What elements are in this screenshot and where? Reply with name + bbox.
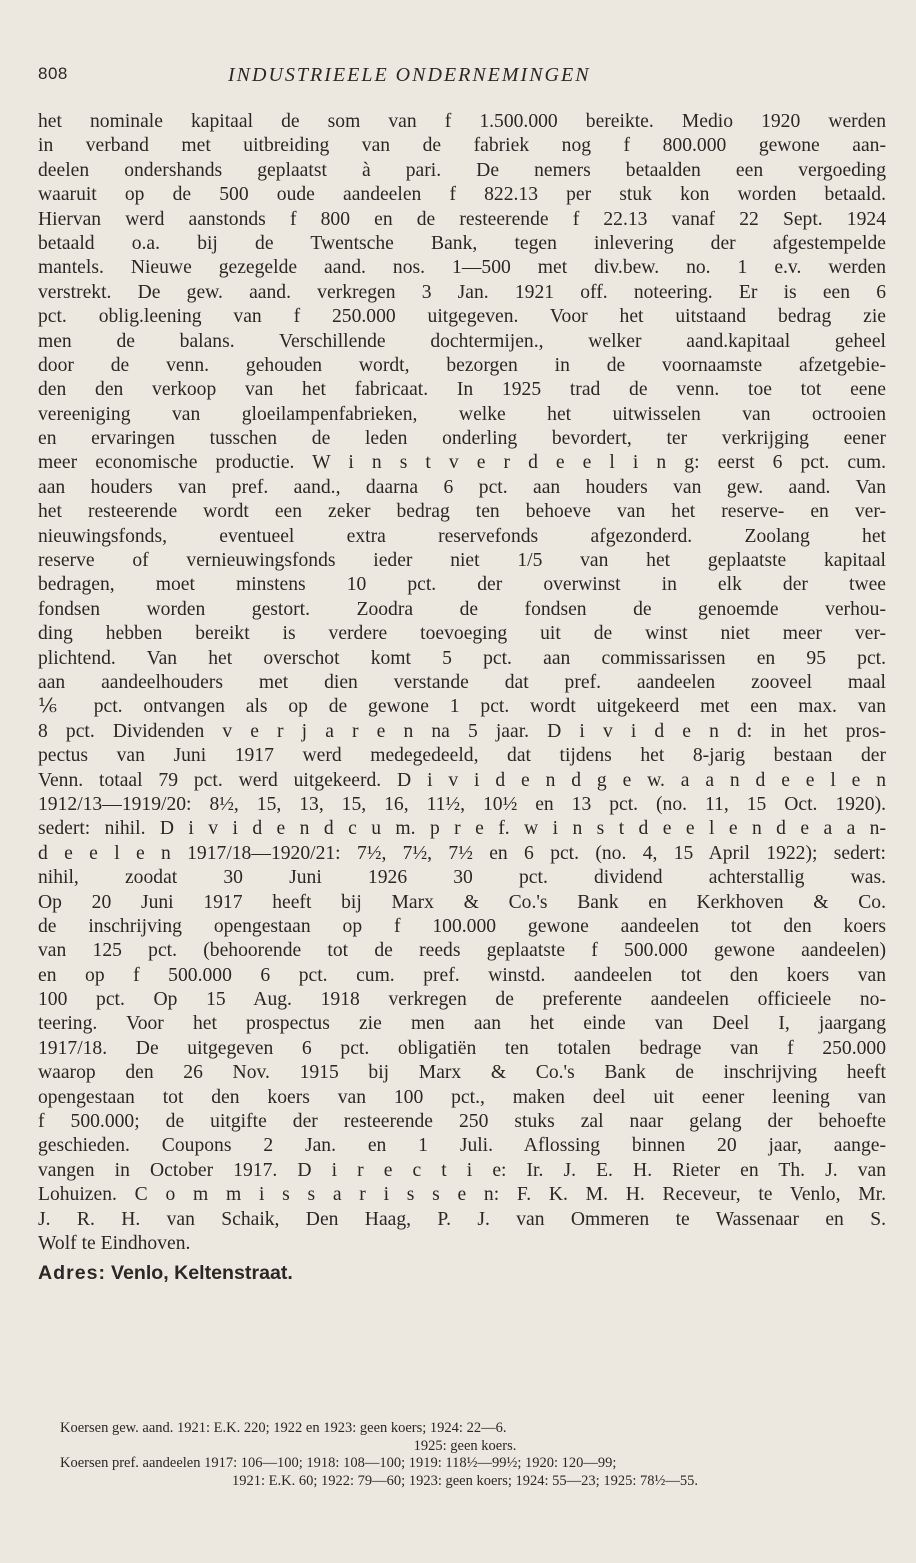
text-line: pct. oblig.leening van f 250.000 uitgegeven. Voor het uitstaand bedrag zie [38,306,886,328]
text-line: de inschrijving opengestaan op f 100.000 gewone aandeelen tot den koers [38,915,886,937]
text-line: het resteerende wordt een zeker bedrag ten behoeve van het reserve- en ver- [38,501,886,523]
text-line: en ervaringen tusschen de leden onderling bevordert, ter verkrijging eener [38,428,886,450]
body-text [38,110,886,1286]
text-line: den den verkoop van het fabricaat. In 1925 trad de venn. toe tot eene [38,379,886,401]
text-line: men de balans. Verschillende dochtermijen., welker aand.kapitaal geheel [38,330,886,352]
text-line: nieuwingsfonds, eventueel extra reservefonds afgezonderd. Zoolang het [38,525,886,547]
address-label: Adres: [38,1262,107,1285]
page-number: 808 [38,64,68,83]
text-line: teering. Voor het prospectus zie men aan het einde van Deel I, jaargang [38,1013,886,1035]
text-line: reserve of vernieuwingsfonds ieder niet 1/5 van het geplaatste kapitaal [38,550,886,572]
text-line: waarop den 26 Nov. 1915 bij Marx & Co.'s Bank de inschrijving heeft [38,1062,886,1084]
text-line: d e e l e n 1917/18—1920/21: 7½, 7½, 7½ en 6 pct. (no. 4, 15 April 1922); sedert: [38,842,886,864]
text-line: J. R. H. van Schaik, Den Haag, P. J. van Ommeren te Wassenaar en S. [38,1208,886,1230]
text-line: geschieden. Coupons 2 Jan. en 1 Juli. Aflossing binnen 20 jaar, aange- [38,1135,886,1157]
text-line: opengestaan tot den koers van 100 pct., maken deel uit eener leening van [38,1086,886,1108]
text-line: Wolf te Eindhoven. [38,1232,191,1254]
text-line: bedragen, moet minstens 10 pct. der overwinst in elk der twee [38,574,886,596]
page-header [38,64,886,90]
text-line: vereeniging van gloeilampenfabrieken, welke het uitwisselen van octrooien [38,403,886,425]
text-line: in verband met uitbreiding van de fabriek nog f 800.000 gewone aan- [38,135,886,157]
text-line: 1917/18. De uitgegeven 6 pct. obligatiën ten totalen bedrage van f 250.000 [38,1037,886,1059]
text-line: meer economische productie. W i n s t v e r d e e l i n g: eerst 6 pct. cum. [38,452,886,474]
address-line [38,1260,886,1286]
text-line: f 500.000; de uitgifte der resteerende 250 stuks zal naar gelang der behoefte [38,1111,886,1133]
text-line: waaruit op de 500 oude aandeelen f 822.13 per stuk kon worden betaald. [38,184,886,206]
text-line: deelen ondershands geplaatst à pari. De nemers betaalden een vergoeding [38,159,886,181]
footnote-koersen-pref: Koersen pref. aandeelen 1917: 106—100; 1918: 108—100; 1919: 118½—99½; 1920: 120—99; [60,1455,617,1471]
footnote-koersen-gew-continued: 1925: geen koers. [413,1437,517,1454]
text-line: pectus van Juni 1917 werd medegedeeld, dat tijdens het 8-jarig bestaan der [38,745,886,767]
address-value: Venlo, Keltenstraat. [110,1262,293,1285]
text-line: het nominale kapitaal de som van f 1.500.000 bereikte. Medio 1920 werden [38,111,886,132]
running-head: INDUSTRIEELE ONDERNEMINGEN [228,64,591,86]
text-line: aan houders van pref. aand., daarna 6 pct. aan houders van gew. aand. Van [38,476,886,498]
text-line: mantels. Nieuwe gezegelde aand. nos. 1—500 met div.bew. no. 1 e.v. werden [38,257,886,279]
text-line: ⅙ pct. ontvangen als op de gewone 1 pct. wordt uitgekeerd met een max. van [38,696,886,718]
text-line: vangen in October 1917. D i r e c t i e: Ir. J. E. H. Rieter en Th. J. van [38,1159,886,1181]
footnotes [60,1420,870,1490]
text-line: 8 pct. Dividenden v e r j a r e n na 5 jaar. D i v i d e n d: in het pros- [38,720,886,742]
text-line: ding hebben bereikt is verdere toevoeging uit de winst niet meer ver- [38,623,886,645]
text-line: Op 20 Juni 1917 heeft bij Marx & Co.'s Bank en Kerkhoven & Co. [38,891,886,913]
text-line: nihil, zoodat 30 Juni 1926 30 pct. dividend achterstallig was. [38,867,886,889]
text-line: aan aandeelhouders met dien verstande dat pref. aandeelen zooveel maal [38,671,886,693]
text-line: en op f 500.000 6 pct. cum. pref. winstd. aandeelen tot den koers van [38,964,886,986]
text-line: betaald o.a. bij de Twentsche Bank, tegen inlevering der afgestempelde [38,232,886,254]
text-line: van 125 pct. (behoorende tot de reeds geplaatste f 500.000 gewone aandeelen) [38,940,886,962]
text-line: plichtend. Van het overschot komt 5 pct. aan commissarissen en 95 pct. [38,647,886,669]
text-line: verstrekt. De gew. aand. verkregen 3 Jan. 1921 off. noteering. Er is een 6 [38,281,886,303]
text-line: Venn. totaal 79 pct. werd uitgekeerd. D i v i d e n d g e w. a a n d e e l e n [38,769,886,791]
text-line: door de venn. gehouden wordt, bezorgen in de voornaamste afzetgebie- [38,354,886,376]
footnote-koersen-gew: Koersen gew. aand. 1921: E.K. 220; 1922 en 1923: geen koers; 1924: 22—6. [60,1420,507,1436]
text-line: 100 pct. Op 15 Aug. 1918 verkregen de preferente aandeelen officieele no- [38,989,886,1011]
text-line: fondsen worden gestort. Zoodra de fondsen de genoemde verhou- [38,598,886,620]
footnote-koersen-pref-continued: 1921: E.K. 60; 1922: 79—60; 1923: geen koers; 1924: 55—23; 1925: 78½—55. [232,1472,698,1489]
text-line: Lohuizen. C o m m i s s a r i s s e n: F. K. M. H. Receveur, te Venlo, Mr. [38,1184,886,1206]
text-line: 1912/13—1919/20: 8½, 15, 13, 15, 16, 11½, 10½ en 13 pct. (no. 11, 15 Oct. 1920). [38,793,886,815]
text-line: sedert: nihil. D i v i d e n d c u m. p r e f. w i n s t d e e l e n d e a a n- [38,818,886,840]
text-line: Hiervan werd aanstonds f 800 en de resteerende f 22.13 vanaf 22 Sept. 1924 [38,208,886,230]
